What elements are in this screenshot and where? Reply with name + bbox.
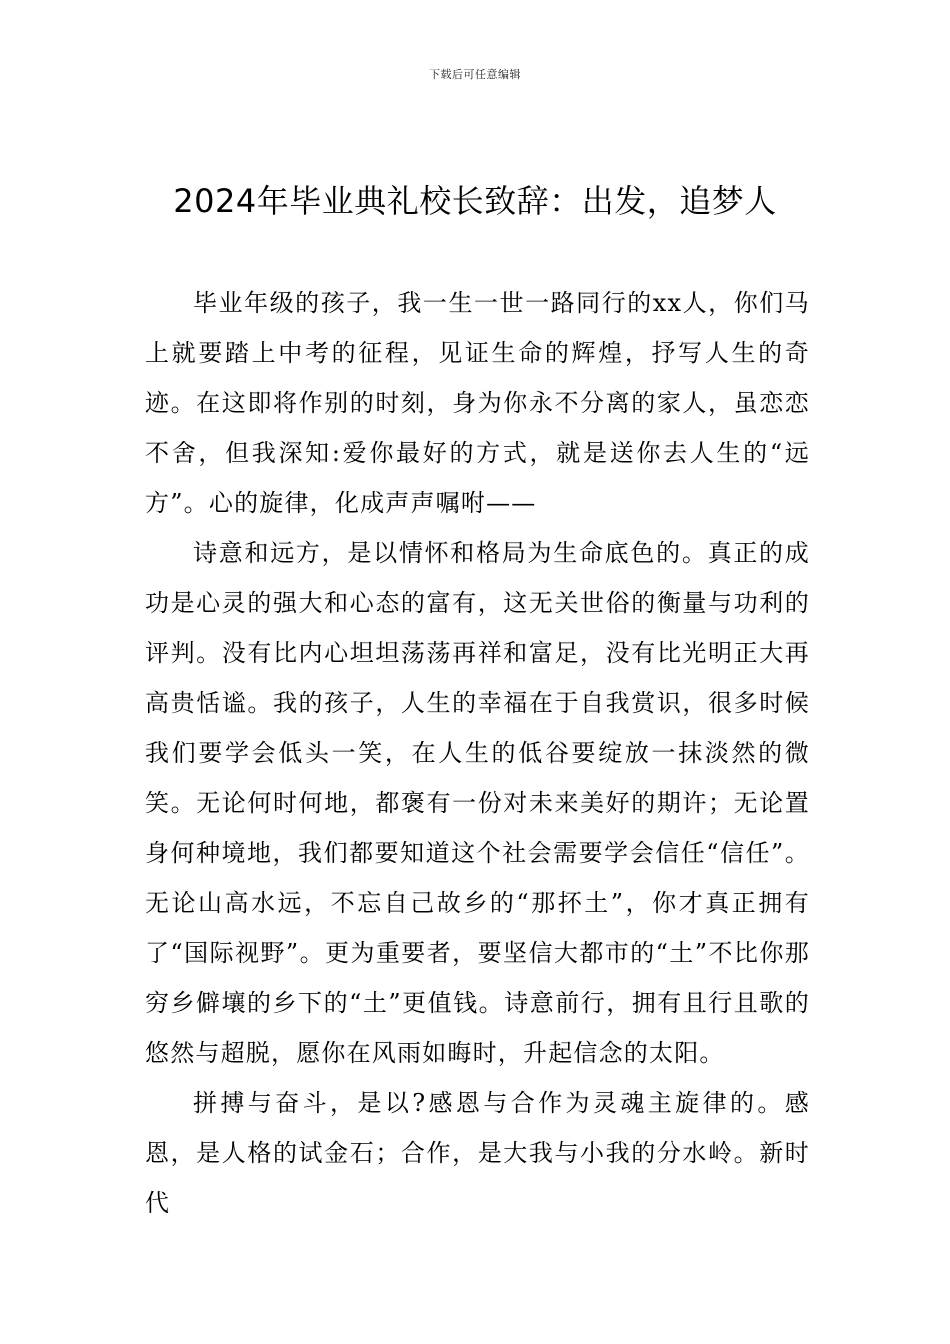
document-body — [145, 278, 810, 1228]
header-note: 下载后可任意编辑 — [429, 68, 521, 81]
document-title: 2024年毕业典礼校长致辞：出发，追梦人 — [173, 182, 777, 220]
paragraph-3: 拼搏与奋斗，是以?感恩与合作为灵魂主旋律的。感恩，是人格的试金石；合作，是大我与小我的分水岭。新时代 — [145, 1089, 810, 1217]
paragraph-1: 毕业年级的孩子，我一生一世一路同行的xx人，你们马上就要踏上中考的征程，见证生命的辉煌，抒写人生的奇迹。在这即将作别的时刻，身为你永不分离的家人，虽恋恋不舍，但我深知:爱你最好的方式，就是送你去人生的“远方”。心的旋律，化成声声嘱咐—— — [145, 289, 810, 517]
paragraph-2: 诗意和远方，是以情怀和格局为生命底色的。真正的成功是心灵的强大和心态的富有，这无关世俗的衡量与功利的评判。没有比内心坦坦荡荡再祥和富足，没有比光明正大再高贵恬谧。我的孩子，人生的幸福在于自我赏识，很多时候我们要学会低头一笑，在人生的低谷要绽放一抹淡然的微笑。无论何时何地，都褒有一份对未来美好的期许；无论置身何种境地，我们都要知道这个社会需要学会信任“信任”。无论山高水远，不忘自己故乡的“那抔土”，你才真正拥有了“国际视野”。更为重要者，要坚信大都市的“土”不比你那穷乡僻壤的乡下的“土”更值钱。诗意前行，拥有且行且歌的悠然与超脱，愿你在风雨如晦时，升起信念的太阳。 — [145, 539, 810, 1067]
